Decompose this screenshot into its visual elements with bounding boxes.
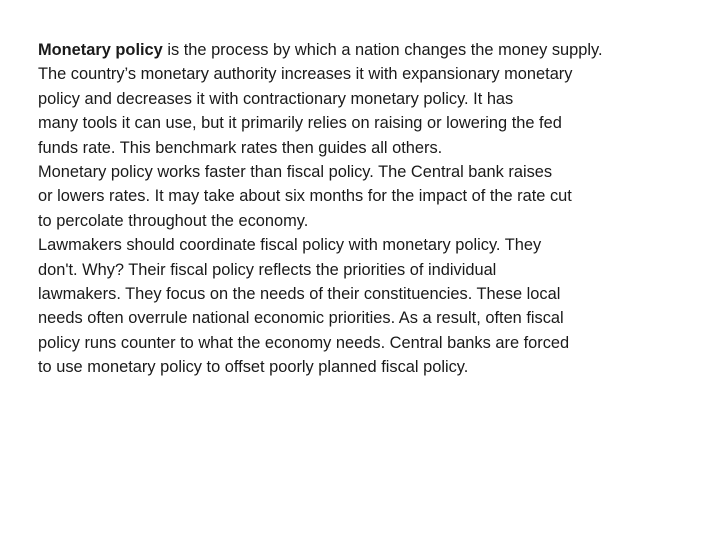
text-line (38, 38, 686, 62)
paragraph-monetary-vs-fiscal-speed (38, 160, 686, 233)
text-line: to percolate throughout the economy. (38, 211, 309, 230)
paragraph-coordination (38, 233, 686, 379)
paragraph-monetary-policy-definition (38, 38, 686, 160)
text-line: The country’s monetary authority increases it with expansionary monetary (38, 65, 573, 84)
text-line: don't. Why? Their fiscal policy reflects the priorities of individual (38, 260, 497, 279)
text-line: policy runs counter to what the economy needs. Central banks are forced (38, 333, 570, 352)
text-line: needs often overrule national economic priorities. As a result, often fiscal (38, 309, 564, 328)
text-line: Lawmakers should coordinate fiscal policy with monetary policy. They (38, 236, 542, 255)
term-monetary-policy: Monetary policy (38, 41, 163, 59)
text-line: Monetary policy works faster than fiscal policy. The Central bank raises (38, 163, 553, 182)
text-line: policy and decreases it with contractionary monetary policy. It has (38, 89, 514, 108)
text-line-content: is the process by which a nation changes the money supply. (162, 41, 603, 59)
text-line: lawmakers. They focus on the needs of their constituencies. These local (38, 285, 561, 304)
text-line: to use monetary policy to offset poorly planned fiscal policy. (38, 358, 469, 377)
text-line: funds rate. This benchmark rates then guides all others. (38, 138, 443, 157)
text-line: many tools it can use, but it primarily relies on raising or lowering the fed (38, 114, 562, 133)
body-text (38, 38, 686, 380)
text-line: or lowers rates. It may take about six months for the impact of the rate cut (38, 187, 572, 206)
